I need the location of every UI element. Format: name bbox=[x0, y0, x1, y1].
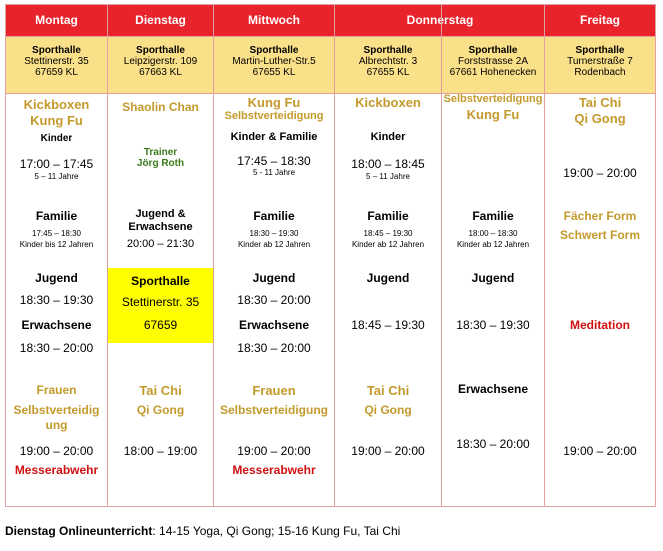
group-label: Kinder & Familie bbox=[230, 131, 318, 143]
style-label: Kung Fu bbox=[30, 113, 83, 128]
time-label: 17:45 – 18:30 bbox=[237, 154, 311, 168]
group-label: Jugend bbox=[252, 271, 296, 285]
location-freitag: Sporthalle Turnerstraße 7 Rodenbach bbox=[545, 36, 655, 94]
location-donnerstag-a: Sporthalle Albrechtstr. 3 67655 KL bbox=[335, 36, 441, 94]
style-label: Kung Fu bbox=[466, 107, 520, 122]
style-label: Fächer Form bbox=[563, 209, 637, 223]
schedule-table bbox=[5, 4, 656, 507]
online-note bbox=[5, 524, 400, 538]
time-label: 18:30 – 20:00 bbox=[456, 437, 530, 451]
column-montag bbox=[6, 5, 108, 506]
online-note-text: : 14-15 Yoga, Qi Gong; 15-16 Kung Fu, Tai Chi bbox=[152, 524, 401, 538]
location-mittwoch: Sporthalle Martin-Luther-Str.5 67655 KL bbox=[214, 36, 334, 94]
header-montag: Montag bbox=[6, 5, 107, 36]
style-label: Selbstverteidigung bbox=[219, 403, 329, 417]
column-mittwoch bbox=[214, 5, 335, 506]
age-label: Kinder bis 12 Jahren bbox=[19, 240, 94, 249]
header-freitag: Freitag bbox=[545, 5, 655, 36]
time-label: 18:00 – 18:45 bbox=[351, 157, 425, 171]
time-label: 18:30 – 19:30 bbox=[19, 293, 94, 307]
age-label: 5 – 11 Jahre bbox=[366, 172, 410, 181]
style-label: Tai Chi bbox=[578, 95, 622, 110]
highlight-location: Sporthalle Stettinerstr. 35 67659 bbox=[108, 268, 213, 343]
style-label: Qi Gong bbox=[574, 111, 626, 126]
group-label: Erwachsene bbox=[457, 382, 529, 396]
style-label: Kung Fu bbox=[247, 95, 301, 110]
style-label: Kickboxen bbox=[23, 97, 90, 112]
group-label: Erwachsene bbox=[21, 318, 92, 332]
group-label: Erwachsene bbox=[238, 318, 310, 332]
trainer-name: Jörg Roth bbox=[136, 158, 185, 169]
time-label: 19:00 – 20:00 bbox=[19, 444, 94, 458]
group-label: Familie bbox=[35, 209, 78, 223]
style-label: Qi Gong bbox=[364, 403, 412, 417]
course-label: Meditation bbox=[570, 318, 630, 332]
time-label: 18:00 – 18:30 bbox=[468, 229, 518, 238]
group-label: Jugend bbox=[35, 271, 78, 285]
time-label: 18:45 – 19:30 bbox=[363, 229, 413, 238]
time-label: 18:30 – 20:00 bbox=[19, 341, 94, 355]
age-label: Kinder ab 12 Jahren bbox=[456, 240, 530, 249]
time-label: 19:00 – 20:00 bbox=[563, 166, 637, 180]
style-label: Selbstverteidig bbox=[13, 403, 100, 417]
group-label: Kinder bbox=[370, 131, 406, 143]
style-label: Schwert Form bbox=[559, 228, 640, 242]
online-note-label: Dienstag Onlineunterricht bbox=[5, 524, 153, 538]
style-label: Qi Gong bbox=[136, 403, 185, 417]
style-label: Frauen bbox=[36, 383, 77, 397]
time-label: 18:30 – 20:00 bbox=[237, 341, 311, 355]
course-label: Messerabwehr bbox=[232, 463, 316, 477]
style-label: Tai Chi bbox=[139, 383, 182, 398]
style-label: Tai Chi bbox=[366, 383, 410, 398]
header-dienstag: Dienstag bbox=[108, 5, 213, 36]
group-label: Erwachsene bbox=[128, 221, 193, 233]
group-label: Familie bbox=[367, 209, 409, 223]
time-label: 19:00 – 20:00 bbox=[237, 444, 311, 458]
group-label: Jugend bbox=[366, 271, 410, 285]
location-donnerstag-b: Sporthalle Forststrasse 2A 67661 Hohenecken bbox=[442, 36, 544, 94]
style-label: Shaolin Chan bbox=[122, 100, 199, 114]
time-label: 18:45 – 19:30 bbox=[351, 318, 425, 332]
column-donnerstag-kickboxen bbox=[335, 5, 442, 506]
style-label: Frauen bbox=[252, 383, 296, 398]
column-dienstag bbox=[108, 5, 214, 506]
style-label: Selbstverteidigung bbox=[224, 110, 324, 122]
location-montag: Sporthalle Stettinerstr. 35 67659 KL bbox=[6, 36, 107, 94]
course-label: Messerabwehr bbox=[14, 463, 99, 477]
age-label: Kinder ab 12 Jahren bbox=[351, 240, 425, 249]
column-freitag bbox=[545, 5, 655, 506]
age-label: 5 - 11 Jahre bbox=[252, 168, 296, 177]
age-label: 5 – 11 Jahre bbox=[34, 172, 79, 181]
time-label: 19:00 – 20:00 bbox=[563, 444, 637, 458]
style-label: ung bbox=[45, 418, 68, 432]
time-label: 20:00 – 21:30 bbox=[126, 238, 195, 250]
time-label: 18:00 – 19:00 bbox=[123, 444, 198, 458]
group-label: Jugend & bbox=[135, 208, 186, 220]
style-label: Selbstverteidigung bbox=[443, 93, 543, 105]
time-label: 19:00 – 20:00 bbox=[351, 444, 425, 458]
age-label: Kinder ab 12 Jahren bbox=[237, 240, 311, 249]
location-dienstag: Sporthalle Leipzigerstr. 109 67663 KL bbox=[108, 36, 213, 94]
group-label: Familie bbox=[472, 209, 514, 223]
group-label: Jugend bbox=[471, 271, 515, 285]
time-label: 18:30 – 19:30 bbox=[456, 318, 530, 332]
column-donnerstag-kungfu bbox=[442, 5, 545, 506]
header-mittwoch: Mittwoch bbox=[214, 5, 334, 36]
group-label: Kinder bbox=[40, 133, 73, 144]
style-label: Kickboxen bbox=[355, 95, 421, 110]
header-donnerstag: Donnerstag bbox=[335, 5, 545, 36]
time-label: 17:00 – 17:45 bbox=[19, 157, 94, 171]
time-label: 17:45 – 18:30 bbox=[32, 229, 81, 238]
trainer-label: Trainer bbox=[143, 147, 178, 158]
time-label: 18:30 – 19:30 bbox=[249, 229, 299, 238]
time-label: 18:30 – 20:00 bbox=[237, 293, 311, 307]
group-label: Familie bbox=[253, 209, 295, 223]
